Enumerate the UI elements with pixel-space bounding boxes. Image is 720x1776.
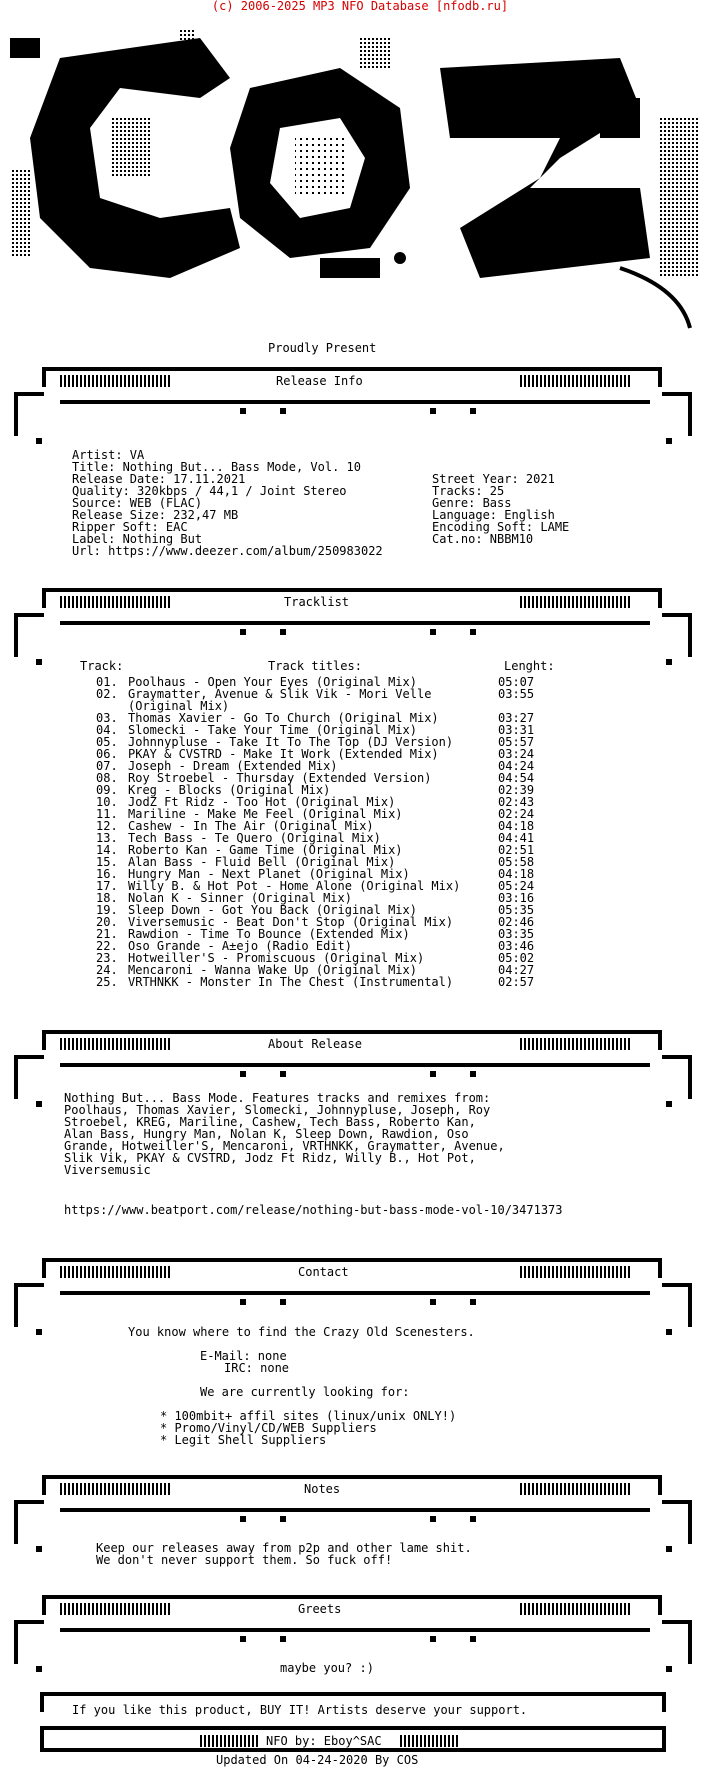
track-length: 03:55 — [498, 687, 535, 701]
track-title: Mariline - Make Me Feel (Original Mix) — [128, 807, 403, 821]
tracklist-header-titles: Track titles: — [268, 659, 362, 673]
track-number: 04. — [96, 723, 118, 737]
section-title-tracklist: Tracklist — [280, 596, 353, 608]
notes-line-2: We don't never support them. So fuck off! — [96, 1553, 393, 1567]
track-length: 03:31 — [498, 723, 535, 737]
track-title: Nolan K - Sinner (Original Mix) — [128, 891, 352, 905]
track-length: 05:07 — [498, 675, 535, 689]
info-street-year: Street Year: 2021 — [432, 472, 555, 486]
tagline: Proudly Present — [268, 341, 377, 355]
track-title: Johnnypluse - Take It To The Top (DJ Version) — [128, 735, 454, 749]
track-title: Slomecki - Take Your Time (Original Mix) — [128, 723, 417, 737]
track-title: Roberto Kan - Game Time (Original Mix) — [128, 843, 403, 857]
track-title: Oso Grande - A±ejo (Radio Edit) — [128, 939, 352, 953]
track-number: 03. — [96, 711, 118, 725]
track-length: 04:41 — [498, 831, 535, 845]
track-title: Mencaroni - Wanna Wake Up (Original Mix) — [128, 963, 417, 977]
track-title: Roy Stroebel - Thursday (Extended Version) — [128, 771, 432, 785]
about-line: Grande, Hotweiller'S, Mencaroni, VRTHNKK, Graymatter, Avenue, — [64, 1139, 505, 1153]
tracklist-header-track: Track: — [80, 659, 124, 673]
track-length: 02:51 — [498, 843, 535, 857]
track-title: Willy B. & Hot Pot - Home Alone (Original Mix) — [128, 879, 461, 893]
track-title: Joseph - Dream (Extended Mix) — [128, 759, 338, 773]
track-number: 12. — [96, 819, 118, 833]
track-length: 05:58 — [498, 855, 535, 869]
track-number: 17. — [96, 879, 118, 893]
track-number: 05. — [96, 735, 118, 749]
footer-nfo-by: NFO by: Eboy^SAC — [262, 1735, 386, 1747]
contact-item-1: * 100mbit+ affil sites (linux/unix ONLY!) — [160, 1409, 457, 1423]
track-title: Tech Bass - Te Quero (Original Mix) — [128, 831, 381, 845]
track-title: Hotweiller'S - Promiscuous (Original Mix) — [128, 951, 425, 965]
track-length: 05:57 — [498, 735, 535, 749]
about-line: Stroebel, KREG, Mariline, Cashew, Tech Bass, Roberto Kan, — [64, 1115, 476, 1129]
footer-updated: Updated On 04-24-2020 By COS — [216, 1753, 419, 1767]
track-length: 03:27 — [498, 711, 535, 725]
track-length: 02:46 — [498, 915, 535, 929]
support-line: If you like this product, BUY IT! Artists deserve your support. — [68, 1704, 531, 1716]
cos-logo-art — [0, 18, 720, 338]
track-length: 02:24 — [498, 807, 535, 821]
info-title: Title: Nothing But... Bass Mode, Vol. 10 — [72, 460, 361, 474]
section-title-release-info: Release Info — [272, 375, 367, 387]
greets-line: maybe you? :) — [280, 1661, 374, 1675]
track-title: Cashew - In The Air (Original Mix) — [128, 819, 374, 833]
track-length: 03:46 — [498, 939, 535, 953]
about-line: Poolhaus, Thomas Xavier, Slomecki, Johnnypluse, Joseph, Roy — [64, 1103, 491, 1117]
contact-email: E-Mail: none — [200, 1349, 287, 1363]
info-ripper: Ripper Soft: EAC — [72, 520, 188, 534]
track-number: 22. — [96, 939, 118, 953]
about-line: Nothing But... Bass Mode. Features tracks and remixes from: — [64, 1091, 491, 1105]
track-number: 10. — [96, 795, 118, 809]
track-title: Poolhaus - Open Your Eyes (Original Mix) — [128, 675, 417, 689]
track-title: Hungry Man - Next Planet (Original Mix) — [128, 867, 410, 881]
track-number: 15. — [96, 855, 118, 869]
about-line: Viversemusic — [64, 1163, 151, 1177]
track-number: 07. — [96, 759, 118, 773]
info-genre: Genre: Bass — [432, 496, 512, 510]
track-number: 18. — [96, 891, 118, 905]
track-length: 04:18 — [498, 867, 535, 881]
section-title-about: About Release — [264, 1038, 366, 1050]
info-size: Release Size: 232,47 MB — [72, 508, 239, 522]
track-title: Graymatter, Avenue & Slik Vik - Mori Velle — [128, 687, 432, 701]
info-tracks: Tracks: 25 — [432, 484, 505, 498]
track-length: 03:24 — [498, 747, 535, 761]
track-length: 04:27 — [498, 963, 535, 977]
track-title: JodZ Ft Ridz - Too Hot (Original Mix) — [128, 795, 396, 809]
info-source: Source: WEB (FLAC) — [72, 496, 203, 510]
track-number: 20. — [96, 915, 118, 929]
track-title: Alan Bass - Fluid Bell (Original Mix) — [128, 855, 396, 869]
track-length: 04:24 — [498, 759, 535, 773]
track-number: 02. — [96, 687, 118, 701]
credit-line: (c) 2006-2025 MP3 NFO Database [nfodb.ru] — [211, 0, 509, 13]
track-length: 04:54 — [498, 771, 535, 785]
track-number: 21. — [96, 927, 118, 941]
track-number: 11. — [96, 807, 118, 821]
track-length: 02:57 — [498, 975, 535, 989]
track-number: 14. — [96, 843, 118, 857]
track-title: PKAY & CVSTRD - Make It Work (Extended Mix) — [128, 747, 439, 761]
track-length: 03:35 — [498, 927, 535, 941]
contact-item-2: * Promo/Vinyl/CD/WEB Suppliers — [160, 1421, 377, 1435]
track-number: 16. — [96, 867, 118, 881]
info-label: Label: Nothing But — [72, 532, 203, 546]
track-number: 25. — [96, 975, 118, 989]
track-title: Kreg - Blocks (Original Mix) — [128, 783, 331, 797]
cos-logo — [0, 18, 720, 338]
notes-line-1: Keep our releases away from p2p and other lame shit. — [96, 1541, 472, 1555]
track-number: 23. — [96, 951, 118, 965]
track-length: 05:24 — [498, 879, 535, 893]
track-title: (Original Mix) — [128, 699, 230, 713]
contact-line: You know where to find the Crazy Old Scenesters. — [128, 1325, 475, 1339]
section-title-notes: Notes — [300, 1483, 344, 1495]
track-length: 04:18 — [498, 819, 535, 833]
track-title: Thomas Xavier - Go To Church (Original Mix) — [128, 711, 439, 725]
track-number: 09. — [96, 783, 118, 797]
track-length: 05:35 — [498, 903, 535, 917]
info-encoding: Encoding Soft: LAME — [432, 520, 570, 534]
track-number: 24. — [96, 963, 118, 977]
track-number: 06. — [96, 747, 118, 761]
track-title: Sleep Down - Got You Back (Original Mix) — [128, 903, 417, 917]
track-title: Viversemusic - Beat Don't Stop (Original Mix) — [128, 915, 454, 929]
contact-looking: We are currently looking for: — [200, 1385, 410, 1399]
track-number: 19. — [96, 903, 118, 917]
track-title: VRTHNKK - Monster In The Chest (Instrumental) — [128, 975, 454, 989]
about-line: Slik Vik, PKAY & CVSTRD, Jodz Ft Ridz, Willy B., Hot Pot, — [64, 1151, 476, 1165]
info-artist: Artist: VA — [72, 448, 145, 462]
track-length: 02:39 — [498, 783, 535, 797]
track-number: 13. — [96, 831, 118, 845]
section-title-contact: Contact — [294, 1266, 353, 1278]
tracklist-header-length: Lenght: — [504, 659, 555, 673]
info-quality: Quality: 320kbps / 44,1 / Joint Stereo — [72, 484, 347, 498]
info-url: Url: https://www.deezer.com/album/250983022 — [72, 544, 383, 558]
track-length: 03:16 — [498, 891, 535, 905]
track-title: Rawdion - Time To Bounce (Extended Mix) — [128, 927, 410, 941]
info-catno: Cat.no: NBBM10 — [432, 532, 534, 546]
about-line: Alan Bass, Hungry Man, Nolan K, Sleep Down, Rawdion, Oso — [64, 1127, 469, 1141]
info-language: Language: English — [432, 508, 555, 522]
contact-item-3: * Legit Shell Suppliers — [160, 1433, 327, 1447]
section-title-greets: Greets — [294, 1603, 345, 1615]
about-url[interactable]: https://www.beatport.com/release/nothing-but-bass-mode-vol-10/3471373 — [64, 1203, 563, 1217]
track-length: 05:02 — [498, 951, 535, 965]
track-number: 01. — [96, 675, 118, 689]
track-number: 08. — [96, 771, 118, 785]
info-release-date: Release Date: 17.11.2021 — [72, 472, 246, 486]
track-length: 02:43 — [498, 795, 535, 809]
contact-irc: IRC: none — [224, 1361, 290, 1375]
